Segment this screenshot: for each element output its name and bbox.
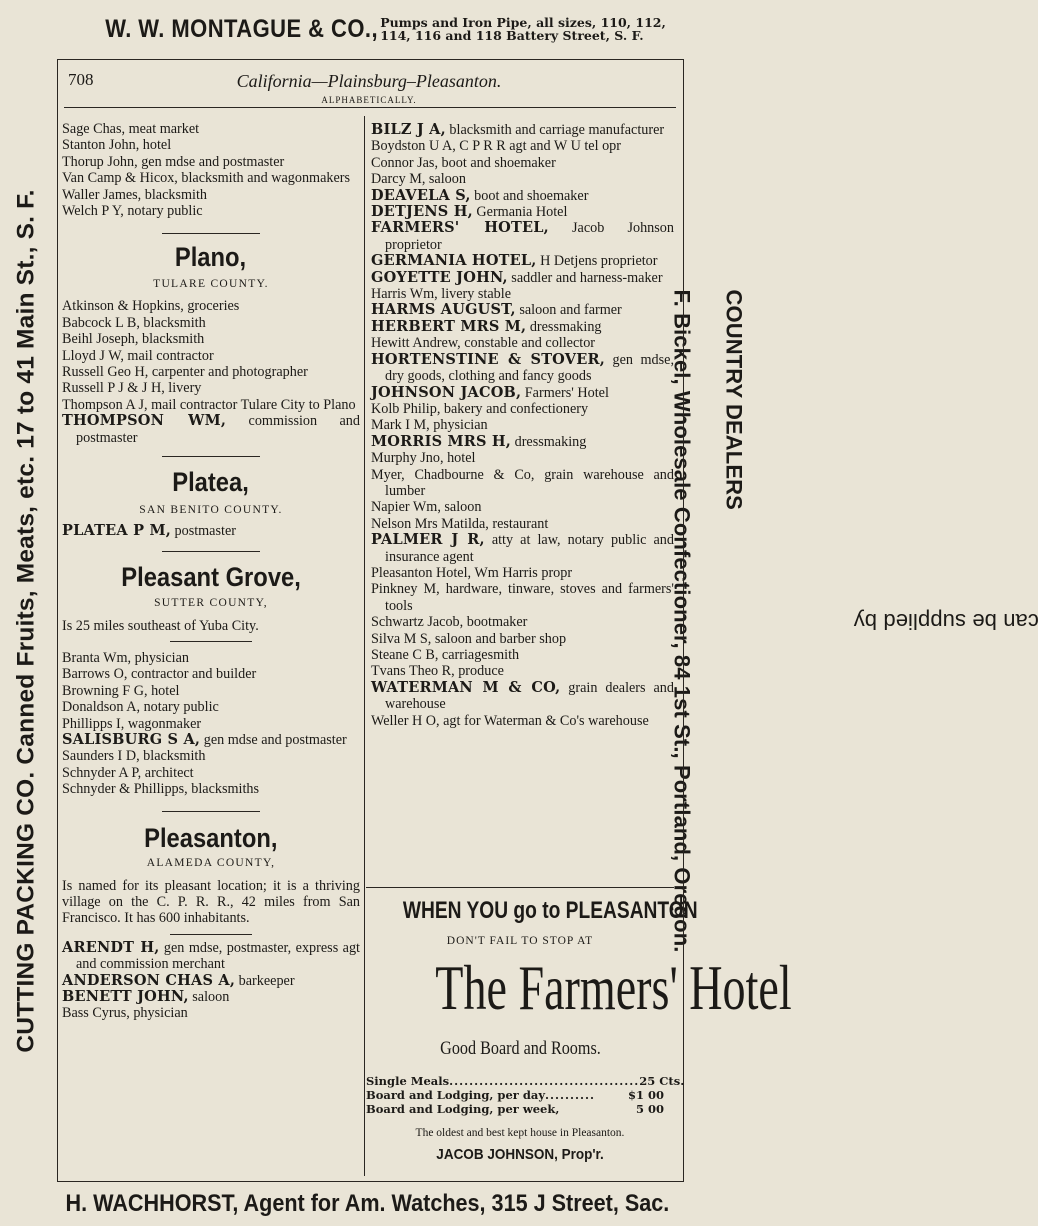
entry-name-bold: PALMER J R, [371, 531, 485, 549]
pleasant-grove-entries [62, 650, 360, 798]
rate-dots: ...................................... [449, 1074, 640, 1088]
entry-text: Barrows O, contractor and builder [62, 666, 257, 683]
entry-text: dressmaking [526, 318, 602, 335]
entry-text: Mark I M, physician [371, 417, 488, 434]
entry-text: Harris Wm, livery stable [371, 286, 511, 303]
entry-text: Weller H O, agt for Waterman & Co's warehouse [371, 712, 649, 729]
page-title: California—Plainsburg–Pleasanton. [236, 71, 502, 91]
farmers-hotel-advert [366, 887, 792, 1179]
entry-text: Pleasanton Hotel, Wm Harris propr [371, 564, 573, 581]
entry-text: Silva M S, saloon and barber shop [371, 630, 567, 647]
left-margin-advert-text: CUTTING PACKING CO. Canned Fruits, Meats, etc. 17 to 41 Main St., S. F. [13, 189, 40, 1053]
directory-entry [62, 748, 360, 764]
directory-entry [371, 450, 674, 466]
entry-text: Kolb Philip, bakery and confectionery [371, 400, 589, 417]
rate-dots: .......... [545, 1088, 596, 1102]
directory-entry [371, 171, 674, 187]
directory-entry [62, 170, 360, 186]
entry-text: atty at law, notary public and insurance agent [385, 532, 674, 565]
entry-text: Jacob Johnson proprietor [385, 220, 674, 253]
entry-text: saloon [188, 989, 230, 1005]
advert-hotel-name: The Farmers' Hotel [435, 952, 792, 1023]
directory-entry [371, 499, 674, 515]
directory-entry [371, 663, 674, 679]
directory-entry [371, 647, 674, 663]
entry-text: gen mdse and postmaster [200, 731, 347, 748]
directory-entry [62, 187, 360, 203]
entry-text: Russell P J & J H, livery [62, 380, 202, 397]
directory-entry [62, 699, 360, 715]
bottom-banner-text: H. WACHHORST, Agent for Am. Watches, 315 J Street, Sac. [65, 1190, 669, 1217]
entry-name-bold: DEAVELA S, [371, 186, 471, 204]
pleasanton-description: Is named for its pleasant location; it is a thriving village on the C. P. R. R., 42 miles from San Francisco. It has 600 inhabitants. [62, 877, 360, 927]
directory-entry [62, 732, 360, 748]
entry-text: Beihl Joseph, blacksmith [62, 331, 205, 348]
entry-text: Schnyder A P, architect [62, 764, 194, 781]
entry-name-bold: PLATEA P M, [62, 522, 171, 540]
directory-entry [62, 666, 360, 682]
directory-entry [62, 315, 360, 331]
rate-value: $1 00 [627, 1088, 664, 1102]
entry-text: Bass Cyrus, physician [62, 1005, 188, 1022]
entry-name-bold: BILZ J A, [371, 121, 446, 138]
entry-text: Branta Wm, physician [62, 649, 190, 666]
directory-entry [62, 203, 360, 219]
directory-entry [371, 155, 674, 171]
directory-entry [371, 270, 674, 286]
directory-entry [62, 765, 360, 781]
pleasanton-entries-continued [371, 122, 674, 729]
entry-text: blacksmith and carriage manufacturer [445, 122, 665, 138]
advert-tagline: Good Board and Rooms. [439, 1038, 601, 1059]
directory-entry [371, 614, 674, 630]
entry-name-bold: FARMERS' HOTEL, [371, 219, 549, 237]
directory-entry [371, 352, 674, 385]
entry-text: Waller James, blacksmith [62, 186, 208, 203]
entry-text: commission and postmaster [76, 413, 360, 446]
top-banner-line1: Pumps and Iron Pipe, all sizes, 110, 112, [380, 15, 666, 30]
directory-entry [62, 781, 360, 797]
page-header [64, 64, 674, 108]
top-banner-details [380, 16, 666, 42]
entry-text: Welch P Y, notary public [62, 203, 203, 220]
entry-text: boot and shoemaker [470, 187, 589, 204]
entry-text: Farmers' Hotel [521, 384, 609, 401]
directory-entry [371, 122, 674, 138]
entry-text: Van Camp & Hicox, blacksmith and wagonmakers [62, 170, 351, 187]
top-banner-line2: 114, 116 and 118 Battery Street, S. F. [380, 28, 644, 43]
directory-entry [371, 319, 674, 335]
rate-row [366, 1074, 685, 1088]
entry-text: Murphy Jno, hotel [371, 450, 476, 467]
entry-text: Hewitt Andrew, constable and collector [371, 335, 596, 352]
directory-entry [62, 380, 360, 396]
directory-entry [371, 631, 674, 647]
entry-text: Myer, Chadbourne & Co, grain warehouse and lumber [371, 466, 674, 499]
directory-entry [62, 397, 360, 413]
rate-label: Single Meals [366, 1074, 450, 1088]
entry-text: Donaldson A, notary public [62, 699, 219, 716]
entry-text: Tvans Theo R, produce [371, 663, 504, 680]
entry-text: Schwartz Jacob, bootmaker [371, 614, 528, 631]
directory-entry [371, 335, 674, 351]
entry-name-bold: HERBERT MRS M, [371, 317, 527, 335]
directory-entry [371, 253, 674, 269]
directory-entry [371, 565, 674, 581]
town-heading-plano: Plano, [175, 242, 247, 273]
directory-entry [371, 204, 674, 220]
left-margin-advert [4, 58, 50, 1184]
directory-entry [62, 364, 360, 380]
entry-text: Boydston U A, C P R R agt and W U tel opr [371, 138, 621, 155]
entry-text: Nelson Mrs Matilda, restaurant [371, 515, 549, 532]
directory-entry [371, 302, 674, 318]
right-advert-bold2: F. Bickel, Wholesale Confectioner, 84 1st St., Portland, Oregon. [669, 289, 695, 953]
column-divider [364, 116, 365, 1176]
advert-proprietor: JACOB JOHNSON, Prop'r. [436, 1146, 604, 1163]
top-banner [0, 0, 734, 58]
directory-entry [371, 220, 674, 253]
directory-entry [62, 973, 360, 989]
plainsburg-entries [62, 121, 360, 219]
advert-headline: WHEN YOU go to PLEASANTON [402, 897, 698, 924]
directory-entry [62, 348, 360, 364]
town-heading-pleasanton: Pleasanton, [144, 822, 278, 853]
platea-entries [62, 523, 360, 539]
directory-entry [62, 298, 360, 314]
entry-text: Germania Hotel [472, 204, 568, 221]
entry-name-bold: ANDERSON CHAS A, [62, 971, 236, 989]
entry-text: gen mdse, dry goods, clothing and fancy goods [385, 351, 675, 385]
entry-text: Saunders I D, blacksmith [62, 748, 206, 765]
rate-value: 5 00 [635, 1102, 664, 1116]
entry-text: barkeeper [235, 972, 295, 989]
advert-subheadline: DON'T FAIL TO STOP AT [446, 935, 594, 947]
directory-entry [62, 413, 360, 446]
entry-text: Schnyder & Phillipps, blacksmiths [62, 781, 260, 798]
entry-text: Darcy M, saloon [371, 171, 466, 188]
directory-entry [62, 154, 360, 170]
directory-entry [62, 716, 360, 732]
directory-entry [371, 188, 674, 204]
pleasanton-entries [62, 940, 360, 1022]
advert-rates [366, 1074, 685, 1116]
right-advert-bold1: COUNTRY DEALERS [721, 289, 747, 510]
directory-entry [371, 516, 674, 532]
entry-text: Connor Jas, boot and shoemaker [371, 154, 556, 171]
header-rule [64, 107, 676, 108]
entry-text: Steane C B, carriagesmith [371, 647, 520, 663]
entry-text: Pinkney M, hardware, tinware, stoves and farmers' tools [371, 581, 674, 614]
county-pleasant-grove: SUTTER COUNTY, [154, 596, 268, 609]
entry-name-bold: WATERMAN M & CO, [371, 678, 561, 696]
entry-text: Sage Chas, meat market [62, 121, 200, 137]
right-column [371, 122, 674, 729]
entry-text: Phillipps I, wagonmaker [62, 715, 202, 732]
entry-name-bold: THOMPSON WM, [62, 412, 227, 430]
rate-row [366, 1088, 674, 1102]
directory-entry [371, 532, 674, 565]
rate-value: 25 Cts. [639, 1074, 685, 1088]
advert-rule [366, 887, 674, 888]
rate-dots [559, 1102, 636, 1116]
directory-entry [62, 121, 360, 137]
bottom-banner [0, 1182, 734, 1226]
directory-entry [371, 581, 674, 614]
directory-entry [62, 650, 360, 666]
entry-name-bold: GERMANIA HOTEL, [371, 252, 537, 270]
advert-note: The oldest and best kept house in Pleasanton. [415, 1127, 625, 1139]
entry-name-bold: BENETT JOHN, [62, 988, 189, 1005]
entry-text: H Detjens proprietor [536, 253, 658, 270]
left-column [62, 121, 360, 1022]
entry-text: Browning F G, hotel [62, 682, 180, 699]
entry-name-bold: HARMS AUGUST, [371, 301, 516, 319]
entry-text: Thompson A J, mail contractor Tulare City to Plano [62, 396, 356, 413]
entry-name-bold: ARENDT H, [62, 938, 160, 956]
entry-name-bold: DETJENS H, [371, 203, 473, 221]
pleasant-grove-note: Is 25 miles southeast of Yuba City. [62, 617, 259, 634]
entry-text: Stanton John, hotel [62, 137, 172, 154]
directory-entry [371, 286, 674, 302]
page-subtitle: ALPHABETICALLY. [321, 95, 417, 105]
entry-name-bold: SALISBURG S A, [62, 730, 201, 748]
directory-entry [62, 683, 360, 699]
entry-name-bold: HORTENSTINE & STOVER, [371, 350, 605, 368]
county-plano: TULARE COUNTY. [153, 278, 269, 291]
county-platea: SAN BENITO COUNTY. [139, 504, 283, 517]
rate-row [366, 1102, 674, 1116]
right-advert-lite: can be supplied by [853, 609, 1038, 634]
directory-entry [371, 138, 674, 154]
entry-text: gen mdse, postmaster, express agt and commission merchant [76, 939, 360, 973]
directory-entry [371, 713, 674, 729]
entry-text: Babcock L B, blacksmith [62, 314, 206, 331]
directory-entry [62, 1005, 360, 1021]
directory-entry [62, 523, 360, 539]
rate-label: Board and Lodging, per day [366, 1088, 546, 1102]
directory-entry [371, 680, 674, 713]
directory-entry [371, 401, 674, 417]
entry-name-bold: GOYETTE JOHN, [371, 268, 508, 286]
directory-entry [371, 434, 674, 450]
entry-name-bold: JOHNSON JACOB, [371, 383, 522, 401]
plano-entries [62, 298, 360, 446]
entry-text: postmaster [170, 523, 236, 540]
entry-text: Lloyd J W, mail contractor [62, 347, 214, 364]
entry-name-bold: MORRIS MRS H, [371, 432, 512, 450]
directory-entry [62, 137, 360, 153]
directory-entry [62, 989, 360, 1005]
entry-text: Atkinson & Hopkins, groceries [62, 298, 240, 315]
directory-entry [62, 940, 360, 973]
entry-text: Thorup John, gen mdse and postmaster [62, 153, 285, 170]
entry-text: Napier Wm, saloon [371, 499, 482, 516]
town-heading-pleasant-grove: Pleasant Grove, [121, 561, 301, 592]
entry-text: saloon and farmer [515, 302, 622, 319]
rate-label: Board and Lodging, per week, [366, 1102, 560, 1116]
directory-entry [371, 417, 674, 433]
directory-entry [371, 385, 674, 401]
page-number: 708 [68, 70, 94, 89]
entry-text: Russell Geo H, carpenter and photographer [62, 364, 308, 381]
town-heading-platea: Platea, [172, 467, 250, 498]
top-banner-name: W. W. MONTAGUE & CO., [105, 14, 379, 43]
county-pleasanton: ALAMEDA COUNTY, [146, 856, 276, 869]
entry-text: dressmaking [511, 433, 587, 450]
directory-entry [371, 467, 674, 500]
directory-entry [62, 331, 360, 347]
entry-text: saddler and harness-maker [507, 269, 663, 286]
entry-text: grain dealers and warehouse [385, 679, 674, 713]
